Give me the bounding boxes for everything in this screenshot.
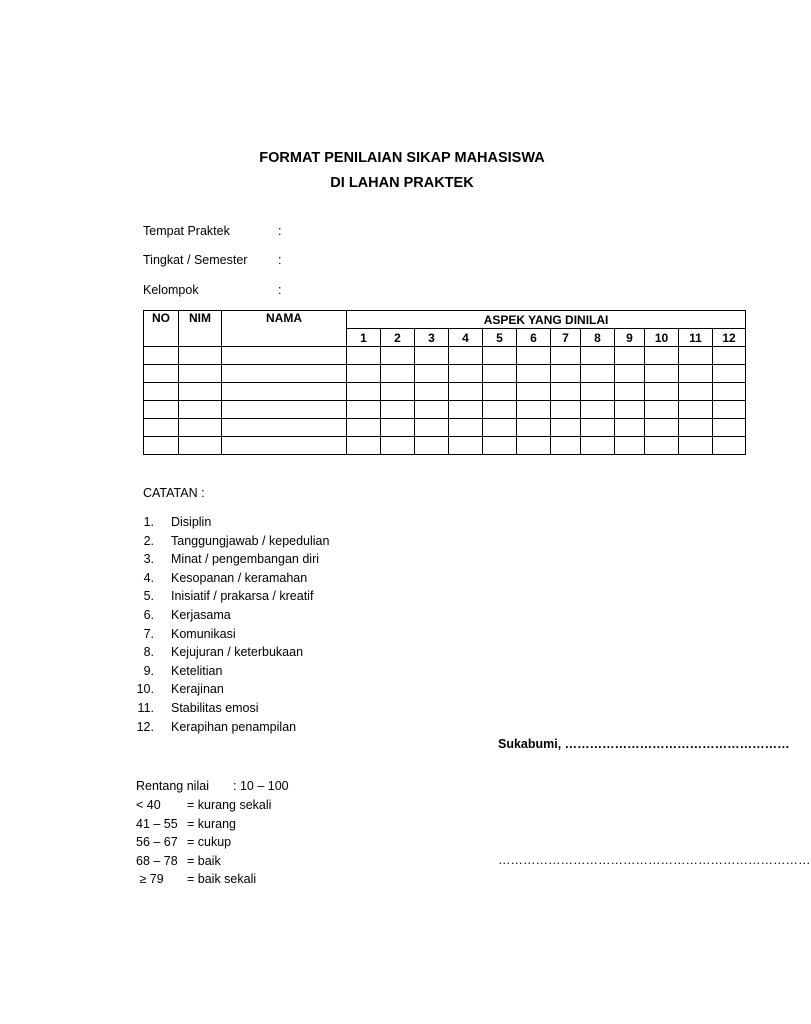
table-cell — [347, 365, 381, 383]
table-row — [144, 365, 746, 383]
table-cell — [517, 347, 551, 365]
field-label-tempat-praktek: Tempat Praktek — [143, 224, 230, 238]
table-cell — [483, 419, 517, 437]
header-aspek: ASPEK YANG DINILAI — [347, 311, 746, 329]
note-item: Disiplin — [171, 515, 212, 529]
table-cell — [381, 383, 415, 401]
note-number: 6. — [143, 608, 154, 622]
table-cell — [679, 383, 713, 401]
table-cell — [144, 347, 179, 365]
table-cell — [645, 365, 679, 383]
table-cell — [615, 347, 645, 365]
table-cell — [517, 419, 551, 437]
table-cell — [581, 365, 615, 383]
table-row — [144, 347, 746, 365]
note-number: 5. — [143, 589, 154, 604]
note-item: Ketelitian — [171, 663, 223, 678]
table-cell — [347, 437, 381, 455]
field-colon: : — [278, 283, 282, 297]
field-label-kelompok: Kelompok — [143, 283, 199, 297]
table-cell — [483, 347, 517, 365]
table-cell — [581, 419, 615, 437]
table-cell — [347, 401, 381, 419]
aspect-number: 4 — [449, 329, 483, 347]
aspect-number: 10 — [645, 329, 679, 347]
aspect-number: 9 — [615, 329, 645, 347]
table-cell — [415, 419, 449, 437]
assessment-table — [143, 310, 746, 455]
table-row — [144, 383, 746, 401]
note-number: 1. — [143, 515, 154, 529]
table-cell — [645, 437, 679, 455]
table-cell — [645, 419, 679, 437]
table-cell — [144, 383, 179, 401]
aspect-number: 7 — [551, 329, 581, 347]
signature-line: ………………………………………………………………… — [498, 853, 811, 867]
table-cell — [415, 437, 449, 455]
table-cell — [581, 347, 615, 365]
table-cell — [645, 383, 679, 401]
table-cell — [713, 401, 746, 419]
table-row — [144, 437, 746, 455]
table-cell — [517, 365, 551, 383]
table-cell — [483, 365, 517, 383]
aspect-number: 11 — [679, 329, 713, 347]
table-cell — [551, 365, 581, 383]
aspect-number: 1 — [347, 329, 381, 347]
table-cell — [551, 383, 581, 401]
table-cell — [381, 401, 415, 419]
note-number: 2. — [143, 533, 154, 548]
note-number: 3. — [143, 552, 154, 567]
table-cell — [551, 437, 581, 455]
table-cell — [179, 419, 222, 437]
range-value: : 10 – 100 — [233, 779, 289, 793]
table-cell — [144, 401, 179, 419]
table-cell — [222, 401, 347, 419]
legend-range: 41 – 55 — [136, 816, 178, 831]
legend-meaning: = cukup — [187, 835, 232, 849]
field-colon: : — [278, 224, 282, 238]
table-cell — [679, 419, 713, 437]
table-cell — [581, 383, 615, 401]
table-cell — [615, 401, 645, 419]
table-cell — [581, 401, 615, 419]
table-cell — [449, 437, 483, 455]
table-cell — [713, 437, 746, 455]
legend-range: 56 – 67 — [136, 835, 178, 849]
aspect-number: 5 — [483, 329, 517, 347]
table-cell — [347, 419, 381, 437]
table-cell — [679, 437, 713, 455]
table-cell — [449, 347, 483, 365]
table-cell — [347, 347, 381, 365]
note-item: Kerajinan — [171, 682, 224, 697]
table-cell — [517, 437, 551, 455]
aspect-number: 12 — [713, 329, 746, 347]
table-cell — [449, 401, 483, 419]
table-cell — [615, 383, 645, 401]
aspect-number: 6 — [517, 329, 551, 347]
legend-range: ≥ 79 — [136, 872, 164, 886]
note-item: Kerjasama — [171, 608, 231, 622]
note-item: Stabilitas emosi — [171, 701, 259, 715]
table-cell — [222, 419, 347, 437]
table-cell — [415, 365, 449, 383]
table-cell — [144, 365, 179, 383]
table-cell — [222, 365, 347, 383]
table-cell — [517, 401, 551, 419]
table-cell — [381, 419, 415, 437]
table-cell — [179, 437, 222, 455]
table-cell — [144, 437, 179, 455]
aspect-number: 8 — [581, 329, 615, 347]
table-cell — [347, 383, 381, 401]
table-cell — [179, 347, 222, 365]
table-cell — [713, 383, 746, 401]
table-cell — [449, 365, 483, 383]
note-number: 7. — [143, 626, 154, 641]
note-item: Komunikasi — [171, 626, 236, 641]
table-cell — [449, 419, 483, 437]
header-nim: NIM — [179, 311, 222, 347]
aspect-number: 2 — [381, 329, 415, 347]
table-cell — [144, 419, 179, 437]
range-label: Rentang nilai — [136, 779, 209, 793]
table-cell — [551, 347, 581, 365]
table-cell — [679, 401, 713, 419]
table-cell — [517, 383, 551, 401]
header-nama: NAMA — [222, 311, 347, 347]
legend-meaning: = kurang — [187, 816, 236, 831]
table-cell — [679, 365, 713, 383]
table-cell — [483, 437, 517, 455]
note-number: 8. — [143, 645, 154, 660]
document-subtitle: DI LAHAN PRAKTEK — [330, 175, 474, 191]
table-cell — [381, 365, 415, 383]
table-cell — [551, 401, 581, 419]
table-cell — [615, 365, 645, 383]
legend-meaning: = baik — [187, 853, 221, 868]
table-cell — [581, 437, 615, 455]
table-cell — [713, 347, 746, 365]
table-row — [144, 419, 746, 437]
legend-range: 68 – 78 — [136, 853, 178, 868]
table-cell — [679, 347, 713, 365]
table-cell — [615, 419, 645, 437]
table-cell — [381, 347, 415, 365]
table-body — [144, 347, 746, 455]
table-cell — [222, 383, 347, 401]
notes-heading: CATATAN : — [143, 486, 205, 500]
note-number: 12. — [136, 719, 154, 734]
note-number: 4. — [143, 570, 154, 585]
table-cell — [551, 419, 581, 437]
field-colon: : — [278, 253, 282, 267]
note-item: Kesopanan / keramahan — [171, 570, 308, 585]
table-cell — [713, 365, 746, 383]
legend-meaning: = baik sekali — [187, 872, 257, 886]
note-item: Inisiatif / prakarsa / kreatif — [171, 589, 314, 604]
table-cell — [179, 383, 222, 401]
table-cell — [415, 347, 449, 365]
table-cell — [222, 437, 347, 455]
table-cell — [179, 401, 222, 419]
table-cell — [415, 401, 449, 419]
legend-meaning: = kurang sekali — [187, 798, 272, 812]
table-cell — [483, 383, 517, 401]
place-date-line: Sukabumi, ……………………………………………… — [498, 737, 790, 751]
table-cell — [179, 365, 222, 383]
note-number: 11. — [137, 701, 154, 715]
table-cell — [645, 347, 679, 365]
table-cell — [415, 383, 449, 401]
aspect-number: 3 — [415, 329, 449, 347]
legend-range: < 40 — [136, 798, 161, 812]
note-item: Minat / pengembangan diri — [171, 552, 320, 567]
note-item: Kejujuran / keterbukaan — [171, 645, 304, 660]
table-cell — [713, 419, 746, 437]
table-cell — [222, 347, 347, 365]
table-cell — [449, 383, 483, 401]
document-title: FORMAT PENILAIAN SIKAP MAHASISWA — [259, 150, 545, 166]
table-cell — [483, 401, 517, 419]
table-cell — [645, 401, 679, 419]
note-item: Tanggungjawab / kepedulian — [171, 533, 330, 548]
table-cell — [381, 437, 415, 455]
field-label-tingkat-semester: Tingkat / Semester — [143, 253, 248, 267]
note-number: 10. — [136, 682, 154, 697]
header-no: NO — [144, 311, 179, 347]
note-item: Kerapihan penampilan — [171, 719, 297, 734]
table-cell — [615, 437, 645, 455]
table-row — [144, 401, 746, 419]
note-number: 9. — [143, 663, 154, 678]
